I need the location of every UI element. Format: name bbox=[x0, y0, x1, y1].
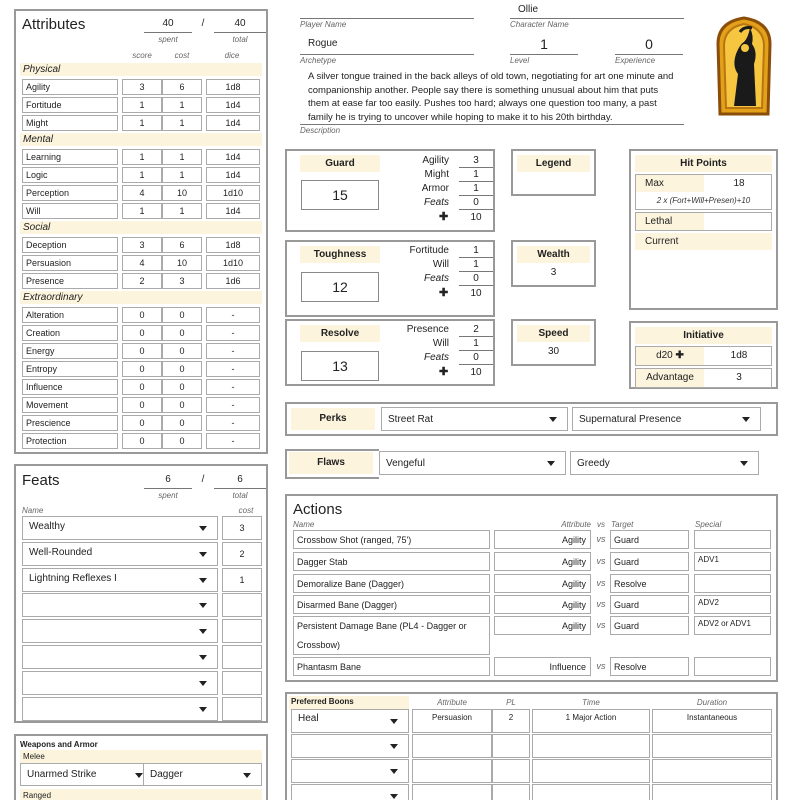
player-name-label: Player Name bbox=[300, 20, 347, 29]
attribute-score[interactable]: 4 bbox=[122, 255, 162, 271]
flaw-1-value: Vengeful bbox=[386, 457, 425, 469]
chevron-down-icon bbox=[390, 769, 398, 774]
chevron-down-icon bbox=[243, 773, 251, 778]
archetype-field[interactable] bbox=[300, 38, 474, 55]
feat-cost[interactable] bbox=[222, 697, 262, 721]
actions-title: Actions bbox=[293, 501, 343, 518]
defense-guard-panel bbox=[285, 149, 495, 232]
feat-cost[interactable] bbox=[222, 619, 262, 643]
perks-label: Perks bbox=[291, 408, 375, 430]
ranged-section: Ranged bbox=[20, 789, 262, 800]
perk-2-value: Supernatural Presence bbox=[579, 413, 682, 425]
col-cost: cost bbox=[174, 51, 190, 60]
attribute-cost: 3 bbox=[162, 273, 202, 289]
defense-value[interactable]: 15 bbox=[301, 180, 379, 210]
attribute-score[interactable]: 3 bbox=[122, 237, 162, 253]
action-target[interactable]: Guard bbox=[610, 530, 689, 549]
boons-title: Preferred Boons bbox=[291, 697, 354, 706]
feats-total-label: total bbox=[232, 491, 248, 500]
action-attribute[interactable]: Influence bbox=[494, 657, 591, 676]
chevron-down-icon bbox=[135, 773, 143, 778]
actions-col-target: Target bbox=[611, 520, 634, 529]
description-field[interactable] bbox=[300, 68, 684, 125]
actions-col-attr: Attribute bbox=[561, 520, 591, 529]
flaw-1-select[interactable] bbox=[379, 451, 566, 475]
feat-cost[interactable]: 2 bbox=[222, 542, 262, 566]
attribute-name: Movement bbox=[22, 397, 118, 413]
actions-col-special: Special bbox=[695, 520, 722, 529]
melee-section: Melee bbox=[20, 750, 262, 763]
speed-panel bbox=[511, 319, 596, 366]
wealth-panel bbox=[511, 240, 596, 287]
hp-formula: 2 x (Fort+Will+Presen)+10 bbox=[656, 196, 751, 205]
hp-lethal-label: Lethal bbox=[645, 216, 673, 227]
action-attribute[interactable]: Agility bbox=[494, 595, 591, 614]
attributes-spent-label: spent bbox=[158, 35, 178, 44]
action-attribute[interactable]: Agility bbox=[494, 616, 591, 635]
chevron-down-icon bbox=[199, 578, 207, 583]
action-target[interactable]: Guard bbox=[610, 616, 689, 635]
boon-name: Heal bbox=[298, 713, 319, 724]
attribute-score[interactable]: 1 bbox=[122, 115, 162, 131]
feats-title: Feats bbox=[22, 472, 60, 489]
attribute-dice: - bbox=[206, 343, 260, 359]
chevron-down-icon bbox=[549, 417, 557, 422]
game-logo bbox=[712, 14, 776, 118]
feats-panel bbox=[14, 464, 268, 723]
attribute-name: Perception bbox=[22, 185, 118, 201]
defense-line-label: Might bbox=[424, 169, 449, 180]
weapons-title: Weapons and Armor bbox=[20, 740, 98, 749]
attribute-score[interactable]: 1 bbox=[122, 203, 162, 219]
defense-line-label: Feats bbox=[423, 273, 449, 284]
feat-cost[interactable]: 1 bbox=[222, 568, 262, 592]
attribute-dice: - bbox=[206, 361, 260, 377]
attribute-name: Persuasion bbox=[22, 255, 118, 271]
action-name[interactable]: Crossbow Shot (ranged, 75') bbox=[293, 530, 490, 549]
attribute-cost: 0 bbox=[162, 379, 202, 395]
chevron-down-icon bbox=[742, 417, 750, 422]
boon-time[interactable] bbox=[532, 759, 650, 783]
initiative-adv-value[interactable]: 3 bbox=[736, 372, 742, 383]
level-field[interactable] bbox=[510, 36, 578, 55]
attribute-group-mental: Mental bbox=[20, 133, 262, 146]
action-special[interactable] bbox=[694, 657, 771, 676]
defense-line-label: Armor bbox=[421, 183, 449, 194]
boon-time[interactable] bbox=[532, 734, 650, 758]
defense-sum: 10 bbox=[470, 212, 482, 223]
attribute-name: Creation bbox=[22, 325, 118, 341]
attribute-dice: 1d8 bbox=[206, 237, 260, 253]
defense-line-value: 1 bbox=[459, 183, 493, 196]
attribute-dice: 1d10 bbox=[206, 255, 260, 271]
boons-col-pl: PL bbox=[506, 698, 516, 707]
perk-2-select[interactable] bbox=[572, 407, 761, 431]
action-vs: vs bbox=[596, 578, 606, 588]
attribute-dice: - bbox=[206, 307, 260, 323]
boon-duration[interactable] bbox=[652, 759, 772, 783]
defense-line-label: Presence bbox=[406, 324, 449, 335]
attribute-name: Logic bbox=[22, 167, 118, 183]
attributes-total-label: total bbox=[232, 35, 248, 44]
feat-cost[interactable]: 3 bbox=[222, 516, 262, 540]
attributes-panel bbox=[14, 9, 268, 454]
feats-col-name: Name bbox=[22, 506, 44, 515]
attribute-score[interactable]: 0 bbox=[122, 397, 162, 413]
feat-cost[interactable] bbox=[222, 671, 262, 695]
action-target[interactable]: Guard bbox=[610, 552, 689, 571]
defense-resolve-panel bbox=[285, 319, 495, 386]
speed-value[interactable]: 30 bbox=[547, 346, 560, 357]
attribute-cost: 6 bbox=[162, 79, 202, 95]
boons-panel bbox=[285, 692, 778, 800]
defense-sum: 10 bbox=[470, 367, 482, 378]
attribute-cost: 6 bbox=[162, 237, 202, 253]
hp-current-label: Current bbox=[645, 236, 679, 247]
attribute-dice: 1d4 bbox=[206, 97, 260, 113]
attribute-cost: 0 bbox=[162, 343, 202, 359]
attribute-name: Influence bbox=[22, 379, 118, 395]
boons-col-attr: Attribute bbox=[437, 698, 467, 707]
attribute-dice: 1d4 bbox=[206, 115, 260, 131]
boon-duration[interactable]: Instantaneous bbox=[652, 709, 772, 733]
chevron-down-icon bbox=[390, 744, 398, 749]
weapons-panel bbox=[14, 734, 268, 800]
boon-attribute[interactable]: Persuasion bbox=[412, 709, 492, 733]
action-special[interactable]: ADV2 bbox=[694, 595, 771, 614]
attribute-group-physical: Physical bbox=[20, 63, 262, 76]
attribute-name: Will bbox=[22, 203, 118, 219]
defense-line-value: 0 bbox=[459, 273, 493, 286]
character-name-value: Ollie bbox=[518, 4, 539, 15]
attribute-score[interactable]: 0 bbox=[122, 415, 162, 431]
boon-attribute[interactable] bbox=[412, 784, 492, 800]
legend-label: Legend bbox=[517, 155, 590, 172]
defense-line-label: Agility bbox=[422, 155, 449, 166]
experience-field[interactable] bbox=[615, 36, 683, 55]
attribute-name: Entropy bbox=[22, 361, 118, 377]
wealth-value[interactable]: 3 bbox=[550, 267, 557, 278]
plus-icon: ✚ bbox=[439, 211, 449, 223]
action-name[interactable]: Phantasm Bane bbox=[293, 657, 490, 676]
feat-select[interactable] bbox=[22, 593, 218, 617]
attribute-dice: - bbox=[206, 433, 260, 449]
attribute-score[interactable]: 1 bbox=[122, 97, 162, 113]
flaws-panel bbox=[285, 449, 778, 479]
melee-weapon-2-value: Dagger bbox=[150, 769, 183, 780]
attribute-cost: 10 bbox=[162, 185, 202, 201]
attribute-cost: 1 bbox=[162, 203, 202, 219]
feat-select[interactable] bbox=[22, 619, 218, 643]
attribute-score[interactable]: 0 bbox=[122, 433, 162, 449]
defense-sum: 10 bbox=[470, 288, 482, 299]
attribute-score[interactable]: 4 bbox=[122, 185, 162, 201]
attribute-name: Alteration bbox=[22, 307, 118, 323]
feat-select[interactable] bbox=[22, 671, 218, 695]
boon-time[interactable] bbox=[532, 784, 650, 800]
melee-weapon-1-value: Unarmed Strike bbox=[27, 769, 97, 780]
defense-line-value: 2 bbox=[459, 324, 493, 337]
defense-line-label: Feats bbox=[423, 352, 449, 363]
attribute-cost: 1 bbox=[162, 115, 202, 131]
action-vs: vs bbox=[596, 556, 606, 566]
level-value: 1 bbox=[540, 36, 548, 52]
feat-cost[interactable] bbox=[222, 593, 262, 617]
attribute-dice: 1d10 bbox=[206, 185, 260, 201]
attribute-score[interactable]: 0 bbox=[122, 307, 162, 323]
melee-weapon-1-select[interactable] bbox=[20, 763, 154, 786]
feat-name: Well-Rounded bbox=[29, 546, 93, 558]
flaw-2-select[interactable] bbox=[570, 451, 759, 475]
attribute-name: Prescience bbox=[22, 415, 118, 431]
character-name-field[interactable] bbox=[510, 4, 684, 19]
attribute-cost: 0 bbox=[162, 325, 202, 341]
feat-select[interactable] bbox=[22, 542, 218, 566]
attribute-score[interactable]: 2 bbox=[122, 273, 162, 289]
attribute-score[interactable]: 0 bbox=[122, 379, 162, 395]
defense-line-value: 3 bbox=[459, 155, 493, 168]
action-vs: vs bbox=[596, 620, 606, 630]
attribute-dice: 1d6 bbox=[206, 273, 260, 289]
attribute-group-social: Social bbox=[20, 221, 262, 234]
attribute-group-extraordinary: Extraordinary bbox=[20, 291, 262, 304]
flaws-label: Flaws bbox=[289, 452, 373, 474]
feats-col-cost: cost bbox=[238, 506, 254, 515]
feats-spent[interactable]: 6 bbox=[144, 474, 192, 489]
defense-value[interactable]: 12 bbox=[301, 272, 379, 302]
perk-1-value: Street Rat bbox=[388, 413, 434, 425]
attribute-name: Protection bbox=[22, 433, 118, 449]
attribute-cost: 1 bbox=[162, 97, 202, 113]
feat-select[interactable] bbox=[22, 568, 218, 592]
boon-pl[interactable] bbox=[492, 734, 530, 758]
boons-col-time: Time bbox=[582, 698, 600, 707]
initiative-d20 bbox=[636, 350, 704, 361]
attributes-title: Attributes bbox=[22, 16, 86, 33]
action-name[interactable]: Demoralize Bane (Dagger) bbox=[293, 574, 490, 593]
boon-pl[interactable]: 2 bbox=[492, 709, 530, 733]
action-attribute[interactable]: Agility bbox=[494, 552, 591, 571]
chevron-down-icon bbox=[740, 461, 748, 466]
actions-panel bbox=[285, 494, 778, 682]
hit-points-title: Hit Points bbox=[635, 155, 772, 172]
attributes-slash: / bbox=[201, 18, 205, 29]
feats-slash: / bbox=[201, 474, 205, 485]
feat-name: Lightning Reflexes I bbox=[29, 572, 117, 584]
chevron-down-icon bbox=[199, 655, 207, 660]
character-name-label: Character Name bbox=[510, 20, 569, 29]
description-label: Description bbox=[300, 126, 341, 135]
melee-weapon-2-select[interactable] bbox=[143, 763, 262, 786]
col-dice: dice bbox=[224, 51, 240, 60]
actions-col-vs: vs bbox=[597, 520, 605, 529]
chevron-down-icon bbox=[547, 461, 555, 466]
initiative-die[interactable]: 1d8 bbox=[730, 350, 748, 361]
wealth-label: Wealth bbox=[517, 246, 590, 263]
attribute-score[interactable]: 0 bbox=[122, 343, 162, 359]
action-special[interactable] bbox=[694, 574, 771, 593]
defense-line-label: Will bbox=[432, 338, 449, 349]
defense-line-value: 0 bbox=[459, 197, 493, 210]
defense-line-value: 0 bbox=[459, 352, 493, 365]
feat-select[interactable] bbox=[22, 697, 218, 721]
attribute-cost: 0 bbox=[162, 361, 202, 377]
boon-select[interactable] bbox=[291, 734, 409, 758]
action-name[interactable]: Dagger Stab bbox=[293, 552, 490, 571]
boon-time[interactable]: 1 Major Action bbox=[532, 709, 650, 733]
boon-select[interactable] bbox=[291, 709, 409, 733]
attribute-score[interactable]: 0 bbox=[122, 361, 162, 377]
attribute-cost: 0 bbox=[162, 415, 202, 431]
boon-pl[interactable] bbox=[492, 784, 530, 800]
defense-line-value: 1 bbox=[459, 245, 493, 258]
action-special[interactable]: ADV1 bbox=[694, 552, 771, 571]
attribute-dice: 1d4 bbox=[206, 149, 260, 165]
attribute-dice: - bbox=[206, 397, 260, 413]
attribute-cost: 0 bbox=[162, 397, 202, 413]
initiative-d20-label: d20 bbox=[656, 350, 673, 361]
archetype-value: Rogue bbox=[308, 38, 338, 49]
defense-line-value: 1 bbox=[459, 338, 493, 351]
attribute-dice: 1d4 bbox=[206, 203, 260, 219]
perks-panel bbox=[285, 402, 778, 436]
feat-name: Wealthy bbox=[29, 521, 65, 532]
initiative-adv-label: Advantage bbox=[646, 372, 694, 383]
actions-col-name: Name bbox=[293, 520, 315, 529]
speed-label: Speed bbox=[517, 325, 590, 342]
attribute-cost: 0 bbox=[162, 307, 202, 323]
attribute-name: Might bbox=[22, 115, 118, 131]
defense-value[interactable]: 13 bbox=[301, 351, 379, 381]
action-target[interactable]: Resolve bbox=[610, 574, 689, 593]
chevron-down-icon bbox=[199, 629, 207, 634]
defense-line-value: 1 bbox=[459, 259, 493, 272]
boon-select[interactable] bbox=[291, 759, 409, 783]
defense-line-label: Fortitude bbox=[409, 245, 449, 256]
attribute-name: Deception bbox=[22, 237, 118, 253]
description-value: A silver tongue trained in the back alleys of old town, negotiating for art one minute and companionship another. People say there is something unusual about him that puts them at ease far too easily. Pushes too hard; always one question too many, a past family he is trying to uncover while hoping to make it to his 20th birthday. bbox=[308, 71, 674, 123]
action-target[interactable]: Resolve bbox=[610, 657, 689, 676]
level-label: Level bbox=[510, 56, 530, 65]
action-attribute[interactable]: Agility bbox=[494, 574, 591, 593]
boon-attribute[interactable] bbox=[412, 734, 492, 758]
defense-line-value: 1 bbox=[459, 169, 493, 182]
attributes-total[interactable]: 40 bbox=[214, 18, 266, 33]
action-vs: vs bbox=[596, 599, 606, 609]
attribute-score[interactable]: 3 bbox=[122, 79, 162, 95]
boon-select[interactable] bbox=[291, 784, 409, 800]
boon-duration[interactable] bbox=[652, 784, 772, 800]
action-attribute[interactable]: Agility bbox=[494, 530, 591, 549]
attribute-dice: - bbox=[206, 379, 260, 395]
flaw-2-value: Greedy bbox=[577, 457, 610, 469]
archetype-label: Archetype bbox=[300, 56, 337, 65]
col-score: score bbox=[132, 51, 152, 60]
feats-spent-label: spent bbox=[158, 491, 178, 500]
defense-toughness-panel bbox=[285, 240, 495, 317]
action-special[interactable] bbox=[694, 530, 771, 549]
action-vs: vs bbox=[596, 534, 606, 544]
hit-points-panel bbox=[629, 149, 778, 310]
attribute-name: Agility bbox=[22, 79, 118, 95]
attribute-score[interactable]: 1 bbox=[122, 149, 162, 165]
initiative-panel bbox=[629, 321, 778, 389]
defense-label: Toughness bbox=[300, 246, 380, 263]
player-name-field[interactable] bbox=[300, 4, 474, 19]
attribute-dice: 1d4 bbox=[206, 167, 260, 183]
experience-label: Experience bbox=[615, 56, 656, 65]
action-special[interactable]: ADV2 or ADV1 bbox=[694, 616, 771, 635]
chevron-down-icon bbox=[390, 719, 398, 724]
feats-total[interactable]: 6 bbox=[214, 474, 266, 489]
feat-cost[interactable] bbox=[222, 645, 262, 669]
attribute-name: Presence bbox=[22, 273, 118, 289]
plus-icon: ✚ bbox=[439, 287, 449, 299]
defense-line-label: Feats bbox=[423, 197, 449, 208]
boon-duration[interactable] bbox=[652, 734, 772, 758]
defense-label: Resolve bbox=[300, 325, 380, 342]
action-name[interactable]: Disarmed Bane (Dagger) bbox=[293, 595, 490, 614]
chevron-down-icon bbox=[199, 552, 207, 557]
attribute-dice: - bbox=[206, 325, 260, 341]
boon-pl[interactable] bbox=[492, 759, 530, 783]
attribute-score[interactable]: 0 bbox=[122, 325, 162, 341]
legend-panel bbox=[511, 149, 596, 196]
hp-max-value[interactable]: 18 bbox=[733, 178, 745, 189]
attribute-score[interactable]: 1 bbox=[122, 167, 162, 183]
attributes-spent[interactable]: 40 bbox=[144, 18, 192, 33]
feat-select[interactable] bbox=[22, 516, 218, 540]
chevron-down-icon bbox=[199, 603, 207, 608]
attribute-cost: 1 bbox=[162, 167, 202, 183]
attribute-dice: 1d8 bbox=[206, 79, 260, 95]
attribute-cost: 0 bbox=[162, 433, 202, 449]
chevron-down-icon bbox=[199, 681, 207, 686]
attribute-cost: 1 bbox=[162, 149, 202, 165]
action-name[interactable]: Persistent Damage Bane (PL4 - Dagger or Crossbow) bbox=[293, 616, 490, 655]
attribute-name: Energy bbox=[22, 343, 118, 359]
experience-value: 0 bbox=[645, 36, 653, 52]
perk-1-select[interactable] bbox=[381, 407, 568, 431]
chevron-down-icon bbox=[199, 526, 207, 531]
chevron-down-icon bbox=[199, 707, 207, 712]
defense-label: Guard bbox=[300, 155, 380, 172]
initiative-title: Initiative bbox=[635, 327, 772, 344]
attribute-name: Learning bbox=[22, 149, 118, 165]
boon-attribute[interactable] bbox=[412, 759, 492, 783]
action-vs: vs bbox=[596, 661, 606, 671]
plus-icon: ✚ bbox=[439, 366, 449, 378]
attribute-cost: 10 bbox=[162, 255, 202, 271]
chevron-down-icon bbox=[390, 794, 398, 799]
attribute-name: Fortitude bbox=[22, 97, 118, 113]
hp-max-label: Max bbox=[645, 178, 664, 189]
plus-icon: ✚ bbox=[675, 350, 684, 361]
feat-select[interactable] bbox=[22, 645, 218, 669]
attribute-dice: - bbox=[206, 415, 260, 431]
action-target[interactable]: Guard bbox=[610, 595, 689, 614]
boons-col-duration: Duration bbox=[696, 698, 728, 707]
defense-line-label: Will bbox=[432, 259, 449, 270]
